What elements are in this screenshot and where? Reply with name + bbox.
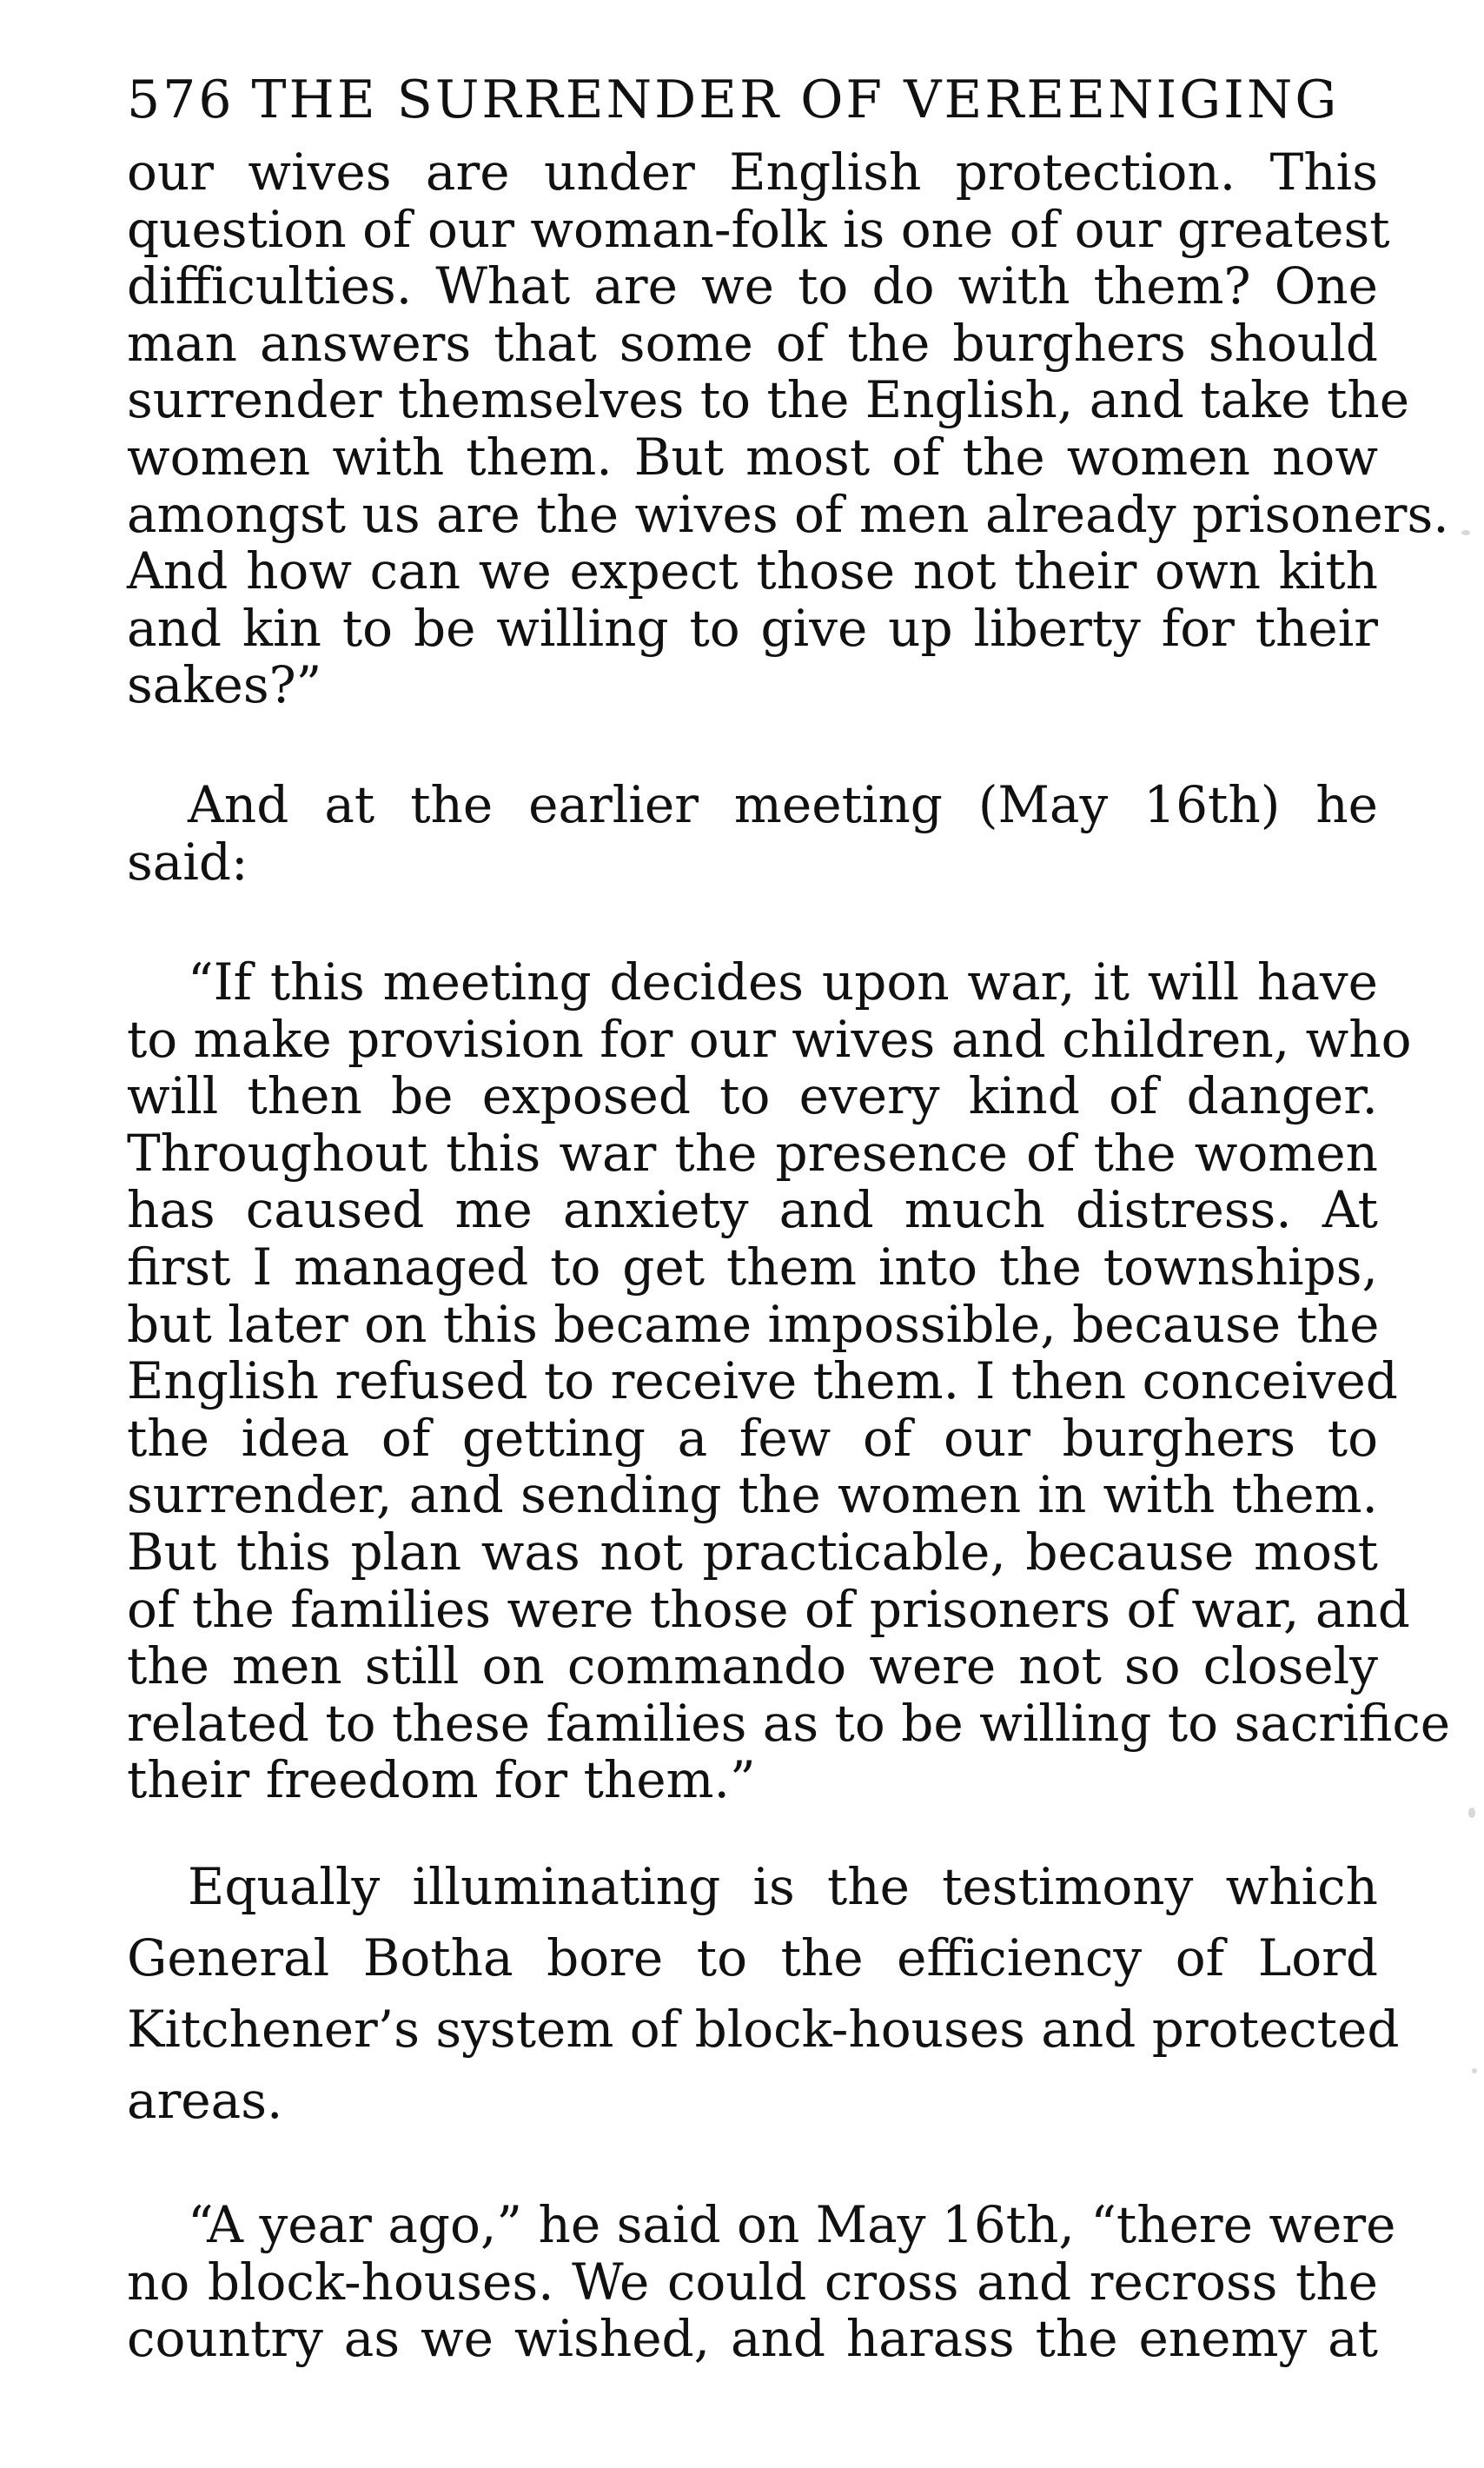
text-line: country as we wished, and harass the enemy at [127, 2309, 1378, 2369]
paragraph-narration-may-16 [127, 777, 1378, 891]
text-line: English refused to receive them. I then conceived [127, 1351, 1398, 1411]
paragraph-continued-quote [127, 143, 1449, 715]
text-line: and kin to be willing to give up liberty for their [127, 598, 1378, 658]
paragraph-quote-provision [127, 952, 1451, 1810]
text-line: related to these families as to be willing to sacrifice [127, 1693, 1451, 1753]
text-line: man answers that some of the burghers should [127, 313, 1378, 373]
text-line: But this plan was not practicable, because most [127, 1522, 1378, 1582]
paragraph-botha-testimony [127, 1851, 1400, 2136]
text-line: their freedom for them.” [127, 1750, 756, 1810]
text-line: first I managed to get them into the townships, [127, 1237, 1378, 1297]
text-line: Kitchener’s system of block-houses and protected [127, 2000, 1400, 2059]
page-number: 576 [127, 70, 235, 130]
scan-speck [1461, 530, 1470, 535]
text-line: surrender, and sending the women in with them. [127, 1465, 1378, 1525]
text-line: “If this meeting decides upon war, it will have [188, 952, 1378, 1012]
text-line: difficulties. What are we to do with them? One [127, 256, 1378, 316]
text-line: Throughout this war the presence of the women [127, 1123, 1378, 1183]
text-line: will then be exposed to every kind of danger. [127, 1066, 1378, 1126]
text-line: said: [127, 832, 248, 892]
text-line: the idea of getting a few of our burghers to [127, 1408, 1378, 1468]
scan-speck [1472, 2068, 1477, 2073]
text-line: but later on this became impossible, because the [127, 1294, 1380, 1354]
text-line: surrender themselves to the English, and take the [127, 370, 1410, 430]
text-line: areas. [127, 2071, 283, 2130]
text-line: sakes?” [127, 655, 322, 715]
running-title: THE SURRENDER OF VEREENIGING [251, 70, 1340, 130]
text-line: question of our woman-folk is one of our greatest [127, 199, 1390, 259]
text-line: And how can we expect those not their own kith [127, 541, 1378, 601]
text-line: to make provision for our wives and children, who [127, 1009, 1412, 1069]
running-header [127, 68, 1378, 132]
text-line: has caused me anxiety and much distress. At [127, 1180, 1378, 1240]
text-line: “A year ago,” he said on May 16th, “there were [188, 2195, 1396, 2254]
text-line: amongst us are the wives of men already prisoners. [127, 484, 1449, 544]
text-line: women with them. But most of the women now [127, 427, 1378, 487]
text-line: our wives are under English protection. This [127, 143, 1378, 202]
text-line: And at the earlier meeting (May 16th) he [188, 775, 1378, 834]
scan-speck [1468, 1808, 1475, 1818]
text-line: the men still on commando were not so closely [127, 1636, 1378, 1696]
text-line: General Botha bore to the efficiency of Lord [127, 1928, 1378, 1987]
text-line: no block-houses. We could cross and recross the [127, 2252, 1378, 2312]
paragraph-quote-block-houses [127, 2195, 1396, 2369]
text-line: of the families were those of prisoners of war, and [127, 1579, 1410, 1639]
text-line: Equally illuminating is the testimony which [188, 1857, 1378, 1916]
